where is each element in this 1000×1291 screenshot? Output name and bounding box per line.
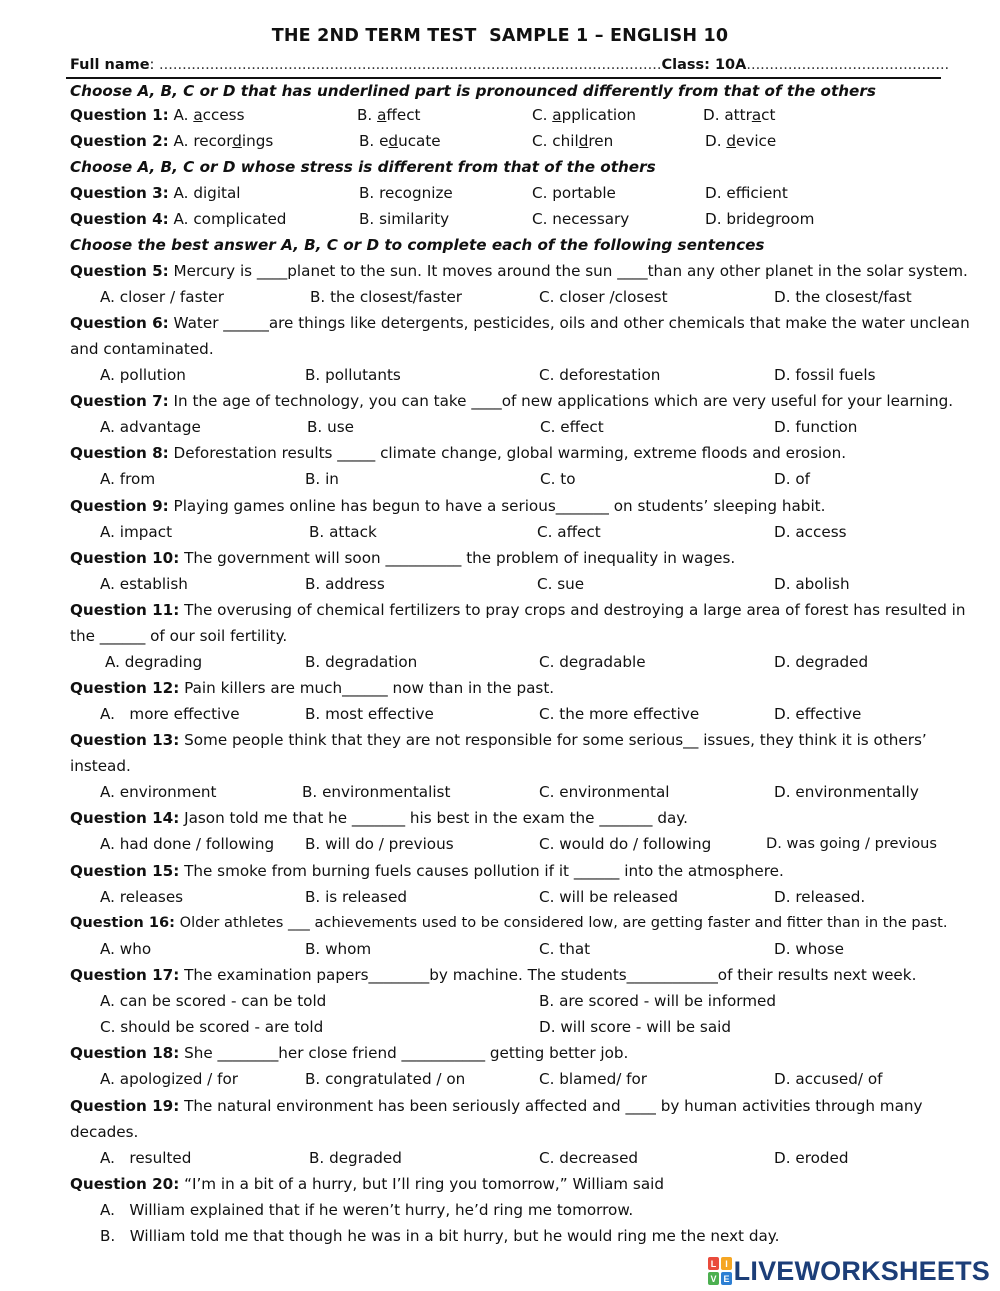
question-5 (70, 261, 968, 281)
q16-option-a[interactable]: A. who (100, 940, 152, 958)
q5-option-c[interactable]: C. closer /closest (539, 288, 668, 306)
q11-text-continued: the ______ of our soil fertility. (70, 627, 288, 645)
svg-text:L: L (710, 1259, 716, 1269)
svg-text:V: V (710, 1274, 717, 1284)
q6-option-d[interactable]: D. fossil fuels (774, 366, 876, 384)
q2-option-b[interactable]: B. educate (359, 132, 441, 150)
q3-option-d[interactable]: D. efficient (705, 184, 788, 202)
option-a[interactable]: A. recordings (173, 132, 274, 150)
question-11 (70, 600, 966, 620)
q6-option-a[interactable]: A. pollution (100, 366, 186, 384)
question-text: Deforestation results _____ climate change, global warming, extreme floods and erosion. (168, 444, 847, 462)
q14-option-a[interactable]: A. had done / following (100, 835, 275, 853)
question-label: Question 20: (70, 1175, 180, 1193)
question-label: Question 15: (70, 862, 180, 880)
q16-option-d[interactable]: D. whose (774, 940, 844, 958)
question-label: Question 6: (70, 314, 169, 332)
q11-option-a[interactable]: A. degrading (105, 653, 203, 671)
q5-option-b[interactable]: B. the closest/faster (310, 288, 463, 306)
q1-option-d[interactable]: D. attract (703, 106, 776, 124)
q19-option-b[interactable]: B. degraded (309, 1149, 402, 1167)
q12-option-b[interactable]: B. most effective (305, 705, 434, 723)
question-label: Question 17: (70, 966, 180, 984)
q13-option-c[interactable]: C. environmental (539, 783, 670, 801)
question-16 (70, 913, 948, 933)
option-a[interactable]: A. access (173, 106, 245, 124)
question-label: Question 5: (70, 262, 169, 280)
q7-option-a[interactable]: A. advantage (100, 418, 201, 436)
question-label: Question 18: (70, 1044, 180, 1062)
q2-option-d[interactable]: D. device (705, 132, 777, 150)
question-label: Question 1: (70, 106, 169, 124)
q14-option-b[interactable]: B. will do / previous (305, 835, 454, 853)
question-text: Playing games online has begun to have a serious_______ on students’ sleeping habit. (168, 497, 826, 515)
q9-option-a[interactable]: A. impact (100, 523, 173, 541)
question-label: Question 7: (70, 392, 169, 410)
question-19 (70, 1096, 923, 1116)
class-field[interactable]: ............................................ (746, 57, 950, 73)
q20-option-b[interactable]: B. William told me that though he was in a bit hurry, but he would ring me the next day. (100, 1227, 780, 1245)
q6-option-b[interactable]: B. pollutants (305, 366, 401, 384)
question-label: Question 3: (70, 184, 169, 202)
q4-option-c[interactable]: C. necessary (532, 210, 630, 228)
q8-option-b[interactable]: B. in (305, 470, 339, 488)
question-17 (70, 965, 916, 985)
question-text: Some people think that they are not responsible for some serious__ issues, they think it is others’ (179, 731, 927, 749)
question-text: Water ______are things like detergents, pesticides, oils and other chemicals that make the water unclean (168, 314, 970, 332)
q11-option-c[interactable]: C. degradable (539, 653, 646, 671)
question-8 (70, 443, 846, 463)
question-label: Question 12: (70, 679, 180, 697)
question-label: Question 8: (70, 444, 169, 462)
q10-option-c[interactable]: C. sue (537, 575, 585, 593)
question-text: The natural environment has been seriously affected and ____ by human activities through many (179, 1097, 923, 1115)
question-14 (70, 808, 688, 828)
q18-option-a[interactable]: A. apologized / for (100, 1070, 238, 1088)
question-20 (70, 1174, 664, 1194)
question-9 (70, 496, 825, 516)
q15-option-c[interactable]: C. will be released (539, 888, 679, 906)
q13-option-a[interactable]: A. environment (100, 783, 217, 801)
q9-option-d[interactable]: D. access (774, 523, 847, 541)
q19-option-c[interactable]: C. decreased (539, 1149, 639, 1167)
q6-text-continued: and contaminated. (70, 340, 214, 358)
q2-option-c[interactable]: C. children (532, 132, 614, 150)
question-label: Question 11: (70, 601, 180, 619)
q3-option-b[interactable]: B. recognize (359, 184, 453, 202)
q18-option-b[interactable]: B. congratulated / on (305, 1070, 466, 1088)
question-3 (70, 183, 241, 203)
q17-option-b[interactable]: B. are scored - will be informed (539, 992, 777, 1010)
q8-option-a[interactable]: A. from (100, 470, 156, 488)
q9-option-b[interactable]: B. attack (309, 523, 377, 541)
question-label: Question 14: (70, 809, 180, 827)
full-name-field[interactable]: ............................................................................................................. (159, 57, 662, 73)
q7-option-b[interactable]: B. use (307, 418, 354, 436)
q4-option-d[interactable]: D. bridegroom (705, 210, 815, 228)
question-label: Question 10: (70, 549, 180, 567)
question-7 (70, 391, 953, 411)
q13-text-continued: instead. (70, 757, 131, 775)
question-text: She ________her close friend ___________ getting better job. (179, 1044, 629, 1062)
q13-option-d[interactable]: D. environmentally (774, 783, 919, 801)
q10-option-d[interactable]: D. abolish (774, 575, 850, 593)
question-18 (70, 1043, 628, 1063)
question-text: The smoke from burning fuels causes pollution if it ______ into the atmosphere. (179, 862, 784, 880)
question-text: Jason told me that he _______ his best in the exam the _______ day. (179, 809, 688, 827)
question-13 (70, 730, 927, 750)
q3-option-c[interactable]: C. portable (532, 184, 616, 202)
q18-option-d[interactable]: D. accused/ of (774, 1070, 883, 1088)
question-text: “I’m in a bit of a hurry, but I’ll ring you tomorrow,” William said (179, 1175, 665, 1193)
option-a[interactable]: A. complicated (173, 210, 287, 228)
question-12 (70, 678, 554, 698)
q12-option-a[interactable]: A. more effective (100, 705, 240, 723)
name-class-line (70, 55, 949, 75)
liveworksheets-logo (708, 1256, 990, 1286)
svg-text:E: E (723, 1274, 730, 1284)
q10-option-b[interactable]: B. address (305, 575, 385, 593)
full-name-colon: : (149, 57, 160, 73)
q8-option-c[interactable]: C. to (540, 470, 576, 488)
option-a[interactable]: A. digital (173, 184, 241, 202)
q5-option-a[interactable]: A. closer / faster (100, 288, 225, 306)
q14-option-d[interactable]: D. was going / previous (766, 835, 937, 852)
question-text: The government will soon __________ the problem of inequality in wages. (179, 549, 736, 567)
q5-option-d[interactable]: D. the closest/fast (774, 288, 912, 306)
instruction-sentences: Choose the best answer A, B, C or D to complete each of the following sentences (70, 236, 765, 254)
q15-option-a[interactable]: A. releases (100, 888, 184, 906)
q8-option-d[interactable]: D. of (774, 470, 810, 488)
full-name-label: Full name (70, 57, 150, 73)
q16-option-b[interactable]: B. whom (305, 940, 372, 958)
q19-text-continued: decades. (70, 1123, 139, 1141)
question-text: Mercury is ____planet to the sun. It moves around the sun ____than any other planet in the solar system. (168, 262, 968, 280)
q18-option-c[interactable]: C. blamed/ for (539, 1070, 648, 1088)
liveworksheets-icon (708, 1257, 732, 1285)
question-label: Question 4: (70, 210, 169, 228)
q11-option-b[interactable]: B. degradation (305, 653, 418, 671)
logo-wordmark: LIVEWORKSHEETS (733, 1255, 990, 1286)
instruction-pronunciation: Choose A, B, C or D that has underlined part is pronounced differently from that of the others (70, 82, 876, 100)
q14-option-c[interactable]: C. would do / following (539, 835, 712, 853)
question-label: Question 16: (70, 914, 175, 931)
q17-option-c[interactable]: C. should be scored - are told (100, 1018, 324, 1036)
question-text: The overusing of chemical fertilizers to pray crops and destroying a large area of forest has resulted in (179, 601, 966, 619)
instruction-stress: Choose A, B, C or D whose stress is different from that of the others (70, 158, 656, 176)
q1-option-c[interactable]: C. application (532, 106, 637, 124)
header-rule (66, 77, 941, 79)
q13-option-b[interactable]: B. environmentalist (302, 783, 451, 801)
svg-text:I: I (724, 1259, 728, 1269)
q16-option-c[interactable]: C. that (539, 940, 591, 958)
question-text: The examination papers________by machine. The students____________of their results next week. (179, 966, 917, 984)
q15-option-b[interactable]: B. is released (305, 888, 408, 906)
q19-option-a[interactable]: A. resulted (100, 1149, 192, 1167)
question-4 (70, 209, 286, 229)
q11-option-d[interactable]: D. degraded (774, 653, 869, 671)
q10-option-a[interactable]: A. establish (100, 575, 188, 593)
question-label: Question 19: (70, 1097, 180, 1115)
question-6 (70, 313, 970, 333)
q4-option-b[interactable]: B. similarity (359, 210, 450, 228)
question-15 (70, 861, 784, 881)
q7-option-c[interactable]: C. effect (540, 418, 604, 436)
class-label: Class: 10A (661, 57, 747, 73)
q15-option-d[interactable]: D. released. (774, 888, 866, 906)
q20-option-a[interactable]: A. William explained that if he weren’t hurry, he’d ring me tomorrow. (100, 1201, 634, 1219)
q19-option-d[interactable]: D. eroded (774, 1149, 849, 1167)
q12-option-c[interactable]: C. the more effective (539, 705, 700, 723)
q7-option-d[interactable]: D. function (774, 418, 858, 436)
question-text: In the age of technology, you can take ____of new applications which are very useful for your learning. (168, 392, 954, 410)
page-title: THE 2ND TERM TEST SAMPLE 1 – ENGLISH 10 (271, 26, 729, 46)
question-label: Question 9: (70, 497, 169, 515)
q17-option-a[interactable]: A. can be scored - can be told (100, 992, 327, 1010)
q1-option-b[interactable]: B. affect (357, 106, 421, 124)
q12-option-d[interactable]: D. effective (774, 705, 862, 723)
question-text: Pain killers are much______ now than in the past. (179, 679, 555, 697)
q17-option-d[interactable]: D. will score - will be said (539, 1018, 732, 1036)
q9-option-c[interactable]: C. affect (537, 523, 601, 541)
question-1 (70, 105, 245, 125)
question-2 (70, 131, 273, 151)
question-10 (70, 548, 735, 568)
q6-option-c[interactable]: C. deforestation (539, 366, 661, 384)
question-label: Question 2: (70, 132, 169, 150)
question-label: Question 13: (70, 731, 180, 749)
question-text: Older athletes ___ achievements used to be considered low, are getting faster and fitter than in the past. (175, 914, 948, 931)
